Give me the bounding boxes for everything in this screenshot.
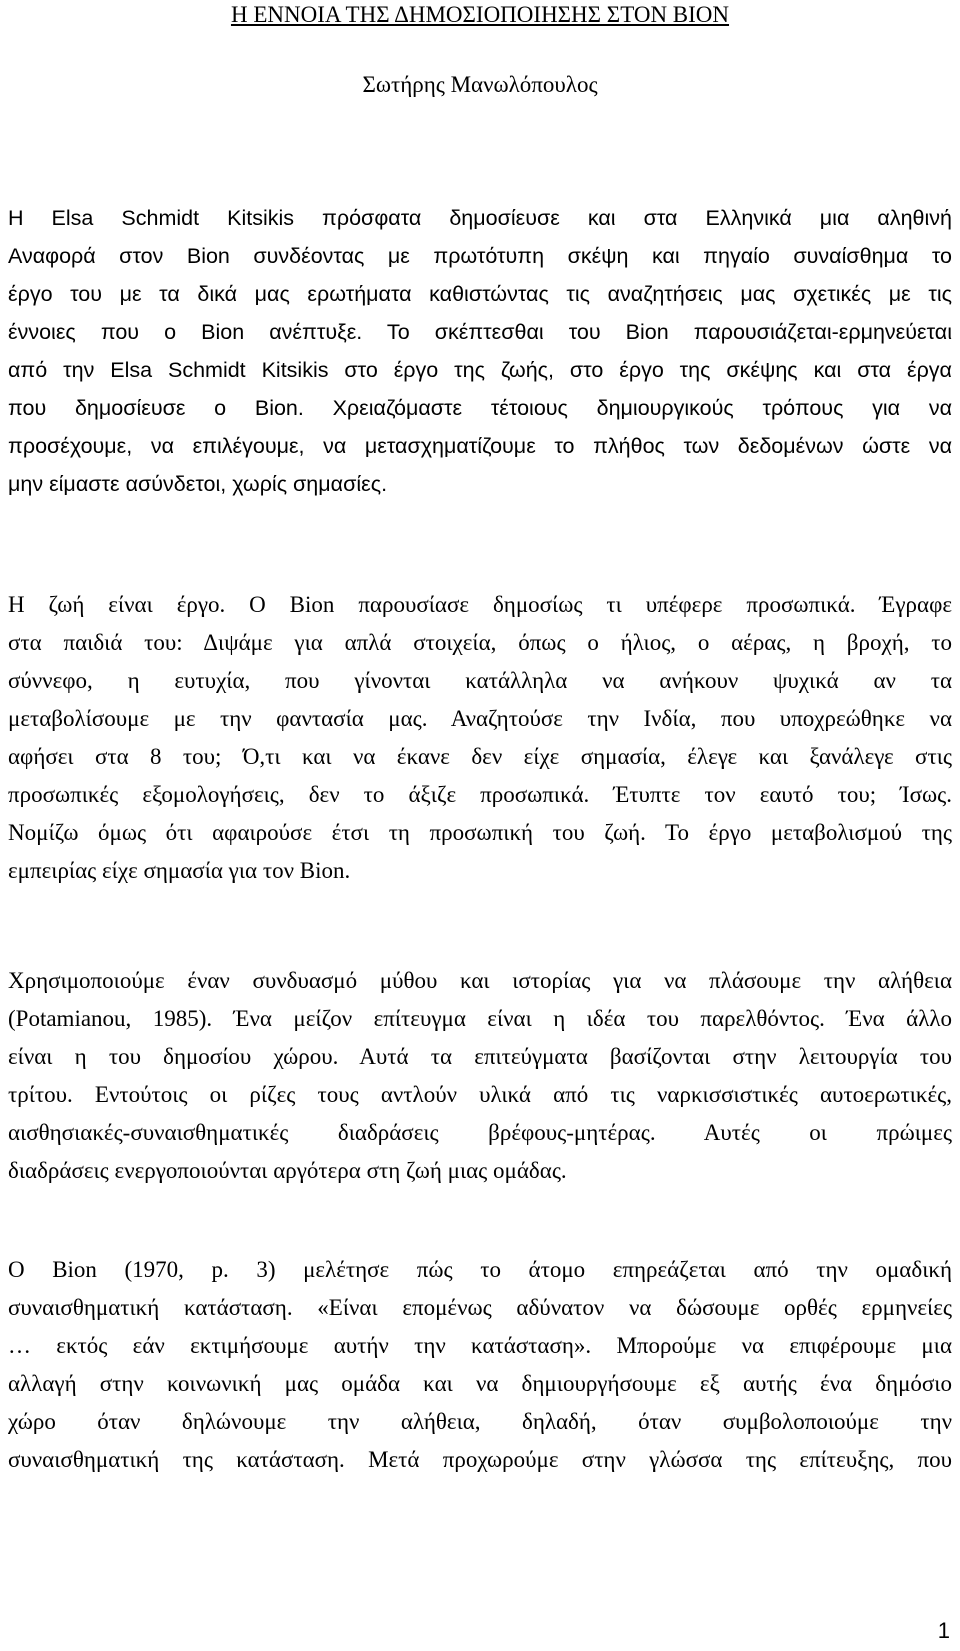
paragraph-line: αλλαγή στην κοινωνική μας ομάδα και να δημιουργήσουμε εξ αυτής ένα δημόσιο (8, 1371, 952, 1396)
paragraph-line: έργο του με τα δικά μας ερωτήματα καθιστώντας τις αναζητήσεις μας σχετικές με τις (8, 282, 952, 306)
paragraph-line: Νομίζω όμως ότι αφαιρούσε έτσι τη προσωπική του ζωή. Το έργο μεταβολισμού της (8, 820, 952, 845)
paragraph-line: Αναφορά στον Bion συνδέοντας με πρωτότυπη σκέψη και πηγαίο συναίσθημα το (8, 244, 952, 268)
paragraph-line: τρίτου. Εντούτοις οι ρίζες τους αντλούν υλικά από τις ναρκισσιστικές αυτοερωτικές, (8, 1082, 952, 1107)
paragraph-line: Χρησιμοποιούμε έναν συνδυασμό μύθου και ιστορίας για να πλάσουμε την αλήθεια (8, 968, 952, 993)
paragraph-line: μεταβολίσουμε με την φαντασία μας. Αναζητούσε την Ινδία, που υποχρεώθηκε να (8, 706, 952, 731)
paragraph-line: είναι η του δημοσίου χώρου. Αυτά τα επιτεύγματα βασίζονται στην λειτουργία του (8, 1044, 952, 1069)
paragraph-line: (Potamianou, 1985). Ένα μείζον επίτευγμα είναι η ιδέα του παρελθόντος. Ένα άλλο (8, 1006, 952, 1031)
page-number: 1 (937, 1618, 950, 1643)
paragraph-line: έννοιες που ο Bion ανέπτυξε. Το σκέπτεσθαι του Bion παρουσιάζεται-ερμηνεύεται (8, 320, 952, 344)
paragraph-line: σύννεφο, η ευτυχία, που γίνονται κατάλληλα να ανήκουν ψυχικά αν τα (8, 668, 952, 693)
paragraph-line: Η ζωή είναι έργο. Ο Bion παρουσίασε δημοσίως τι υπέφερε προσωπικά. Έγραφε (8, 592, 952, 617)
paragraph-line: Ο Bion (1970, p. 3) μελέτησε πώς το άτομο επηρεάζεται από την ομαδική (8, 1257, 952, 1282)
paragraph-line: … εκτός εάν εκτιμήσουμε αυτήν την κατάσταση». Μπορούμε να επιφέρουμε μια (8, 1333, 952, 1358)
paragraph-4 (8, 1251, 952, 1479)
paragraph-line: διαδράσεις ενεργοποιούνται αργότερα στη ζωή μιας ομάδας. (8, 1158, 567, 1183)
paragraph-line: αισθησιακές-συναισθηματικές διαδράσεις βρέφους-μητέρας. Αυτές οι πρώιμες (8, 1120, 952, 1145)
document-title: Η ΕΝΝΟΙΑ ΤΗΣ ΔΗΜΟΣΙΟΠΟΙΗΣΗΣ ΣΤΟΝ BION (230, 2, 730, 27)
paragraph-1 (8, 199, 952, 503)
paragraph-line: προσωπικές εξομολογήσεις, δεν το άξιζε προσωπικά. Έτυπτε τον εαυτό του; Ίσως. (8, 782, 952, 807)
author-name: Σωτήρης Μανωλόπουλος (362, 72, 598, 97)
paragraph-line: από την Elsa Schmidt Kitsikis στο έργο της ζωής, στο έργο της σκέψης και στα έργα (8, 358, 952, 382)
paragraph-2 (8, 586, 952, 890)
paragraph-line: που δημοσίευσε ο Bion. Χρειαζόμαστε τέτοιους δημιουργικούς τρόπους για να (8, 396, 952, 420)
paragraph-line: αφήσει στα 8 του; Ό,τι και να έκανε δεν είχε σημασία, έλεγε και ξανάλεγε στις (8, 744, 952, 769)
paragraph-line: μην είμαστε ασύνδετοι, χωρίς σημασίες. (8, 472, 388, 496)
paragraph-line: στα παιδιά του: Διψάμε για απλά στοιχεία, όπως ο ήλιος, ο αέρας, η βροχή, το (8, 630, 952, 655)
paragraph-3 (8, 962, 952, 1190)
paragraph-line: Η Elsa Schmidt Kitsikis πρόσφατα δημοσίευσε και στα Ελληνικά μια αληθινή (8, 206, 952, 230)
paragraph-line: χώρο όταν δηλώνουμε την αλήθεια, δηλαδή, όταν συμβολοποιούμε την (8, 1409, 952, 1434)
paragraph-line: εμπειρίας είχε σημασία για τον Bion. (8, 858, 351, 883)
paragraph-line: συναισθηματική κατάσταση. «Είναι επομένως αδύνατον να δώσουμε ορθές ερμηνείες (8, 1295, 952, 1320)
paragraph-line: προσέχουμε, να επιλέγουμε, να μετασχηματίζουμε το πλήθος των δεδομένων ώστε να (8, 434, 952, 458)
paragraph-line: συναισθηματική της κατάσταση. Μετά προχωρούμε στην γλώσσα της επίτευξης, που (8, 1447, 952, 1472)
